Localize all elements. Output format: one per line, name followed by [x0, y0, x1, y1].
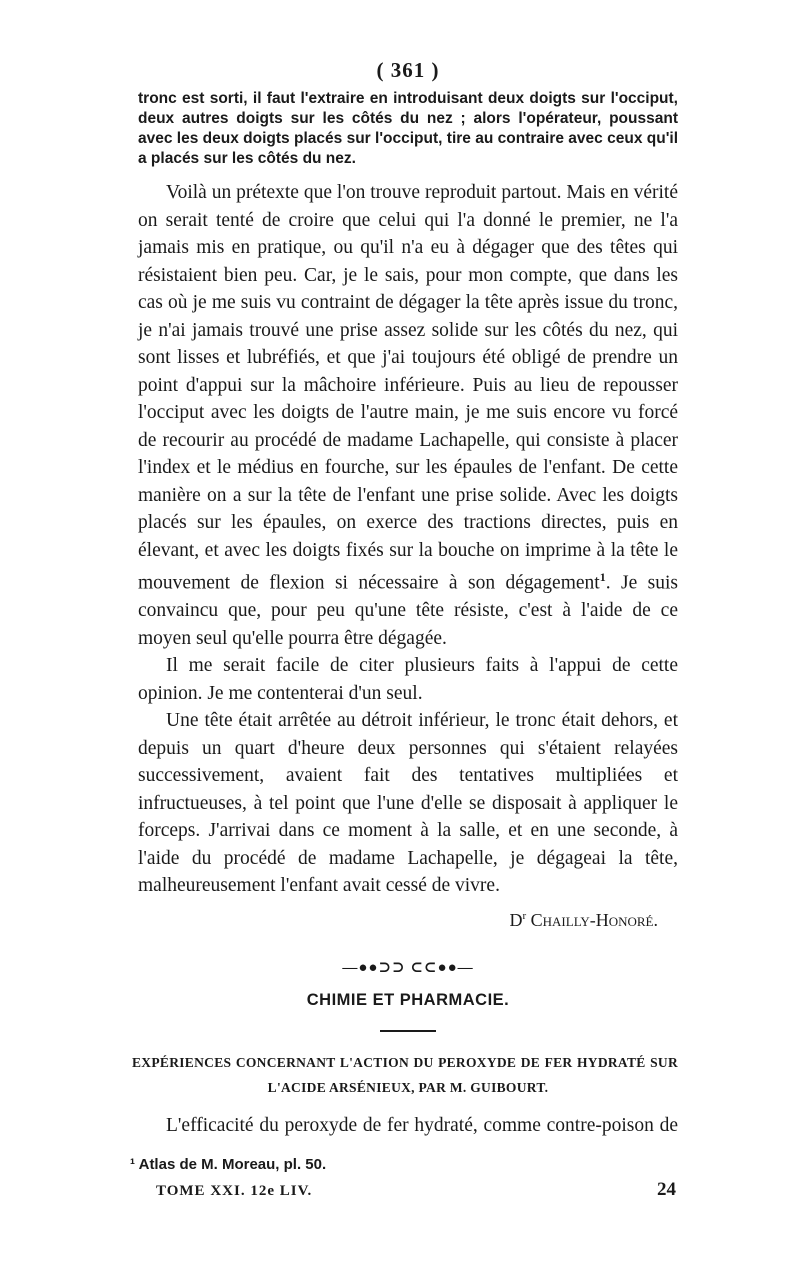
- body-paragraph-3: Une tête était arrêtée au détroit inférieur, le tronc était dehors, et depuis un quart d'heure deux personnes qui s'étaient relayées successivement, avaient fait des tentatives multipliées et infructueuses, à tel point que l'une d'elle se disposait à appliquer le forceps. J'arrivai dans ce moment à la salle, et en une seconde, à l'aide du procédé de madame Lachapelle, je dégageai la tête, malheureusement l'enfant avait cessé de vivre.: [138, 710, 678, 896]
- section-rule: [380, 1030, 436, 1032]
- signature-name: Chailly-Honoré.: [530, 909, 658, 930]
- body-paragraph-1-text: Voilà un prétexte que l'on trouve reproduit partout. Mais en vérité on serait tenté de croire que celui qui l'a donné le premier, ne l'a jamais mis en pratique, ou qu'il n'a eu à dégager que des têtes qui résistaient bien peu. Car, je le sais, pour mon compte, que dans les cas où je me suis vu contraint de dégager la tête après issue du tronc, je n'ai jamais trouvé une prise assez solide sur les côtés du nez, qui sont lisses et lubréfiés, et que j'ai toujours été obligé de prendre un point d'appui sur la mâchoire inférieure. Puis au lieu de repousser l'occiput avec les doigts de l'autre main, je me suis encore vu forcé de recourir au procédé de madame Lachapelle, qui consiste à placer l'index et le médius en fourche, sur les épaules de l'enfant. De cette manière on a sur la tête de l'enfant une prise solide. Avec les doigts placés sur les épaules, on exerce des tractions directes, puis en élevant, et avec les doigts fixés sur la bouche on imprime à la tête le mouvement de flexion si nécessaire à son dégagement: [138, 182, 678, 594]
- section-title: CHIMIE ET PHARMACIE.: [306, 990, 510, 1009]
- body-paragraph-1: [138, 179, 678, 652]
- signature-prefix-sup: r: [522, 909, 527, 922]
- signature-prefix: D: [509, 909, 523, 930]
- body-paragraph-4: L'efficacité du peroxyde de fer hydraté, comme contre-poison de: [166, 1114, 678, 1136]
- article-title-line-2: L'ACIDE ARSÉNIEUX, PAR M. GUIBOURT.: [267, 1079, 549, 1095]
- footnote: ¹ Atlas de M. Moreau, pl. 50.: [130, 1155, 327, 1173]
- footer-signature-mark: 24: [657, 1178, 676, 1200]
- article-title-line-1: EXPÉRIENCES CONCERNANT L'ACTION DU PEROXYDE DE FER HYDRATÉ SUR: [132, 1054, 678, 1070]
- body-paragraph-1-tail: . Je suis convaincu que, pour peu qu'une tête résiste, c'est à l'aide de ce moyen seul qu'elle pourra être dégagée.: [138, 572, 679, 649]
- page-number: ( 361 ): [376, 58, 440, 82]
- footer-volume: TOME XXI. 12e LIV.: [156, 1182, 313, 1199]
- signature: [138, 904, 658, 932]
- article-title: [132, 1050, 678, 1100]
- page: [130, 58, 679, 1201]
- footnote-marker[interactable]: 1: [599, 570, 606, 584]
- intro-paragraph: tronc est sorti, il faut l'extraire en introduisant deux doigts sur l'occiput, deux autres doigts sur les côtés du nez ; alors l'opérateur, poussant avec les deux doigts placés sur l'occiput, tire au contraire avec ceux qu'il a placés sur les côtés du nez.: [138, 90, 678, 167]
- ornament-divider: —●●⊃⊃ ⊂⊂●●—: [342, 959, 474, 976]
- body-paragraph-2: Il me serait facile de citer plusieurs faits à l'appui de cette opinion. Je me contenterai d'un seul.: [138, 655, 678, 704]
- page-footer: [156, 1179, 676, 1201]
